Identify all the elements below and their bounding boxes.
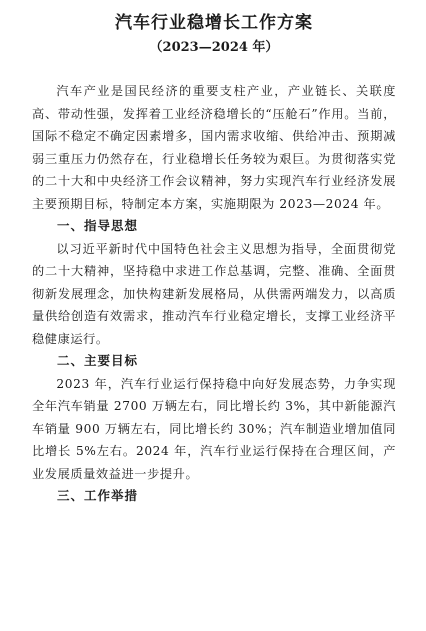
section-heading-guiding-ideology: 一、指导思想 <box>57 218 139 233</box>
section-body-guiding-ideology: 以习近平新时代中国特色社会主义思想为指导，全面贯彻党的二十大精神，坚持稳中求进工作总基调，完整、准确、全面贯彻新发展理念，加快构建新发展格局，从供需两端发力，以高质量供给创造有效需求，推动汽车行业稳定增长，支撑工业经济平稳健康运行。 <box>32 241 396 346</box>
document-title: 汽车行业稳增长工作方案 <box>115 13 313 33</box>
intro-paragraph: 汽车产业是国民经济的重要支柱产业，产业链长、关联度高、带动性强，发挥着工业经济稳增长的“压舱石”作用。当前，国际不稳定不确定因素增多，国内需求收缩、供给冲击、预期减弱三重压力仍然存在，行业稳增长任务较为艰巨。为贯彻落实党的二十大和中央经济工作会议精神，努力实现汽车行业经济发展主要预期目标，特制定本方案，实施期限为 2023—2024 年。 <box>32 84 396 211</box>
section-body-main-goals: 2023 年，汽车行业运行保持稳中向好发展态势，力争实现全年汽车销量 2700 万辆左右，同比增长约 3%，其中新能源汽车销量 900 万辆左右，同比增长约 30%；汽车制造业增加值同比增长 5%左右。2024 年，汽车行业运行保持在合理区间，产业发展质量效益进一步提升。 <box>32 376 396 481</box>
section-heading-work-measures: 三、工作举措 <box>57 488 139 503</box>
section-heading-main-goals: 二、主要目标 <box>57 353 139 368</box>
document-subtitle: （2023—2024 年） <box>149 40 279 55</box>
